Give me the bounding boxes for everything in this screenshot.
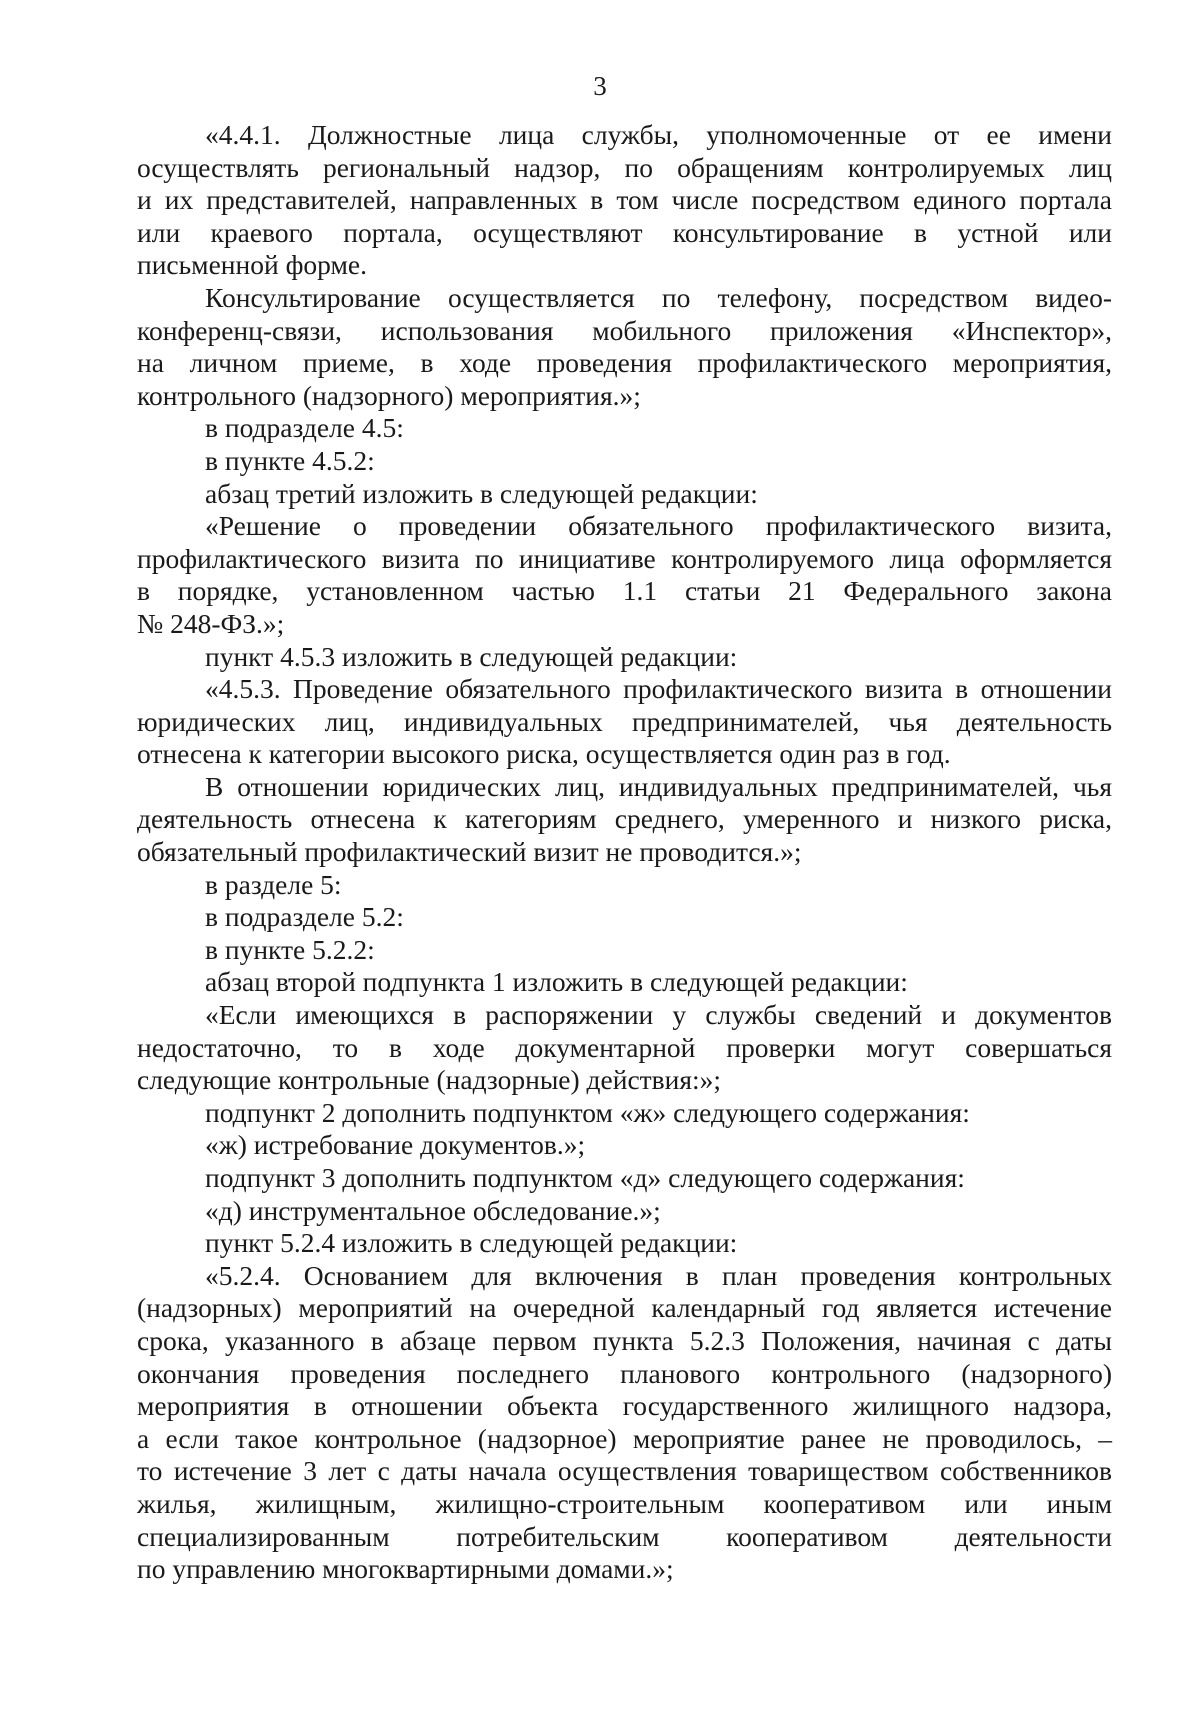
text-line: Консультирование осуществляется по телефону, посредством видео- [205, 281, 1112, 313]
text-line: недостаточно, то в ходе документарной проверки могут совершаться [137, 1031, 1112, 1063]
text-line: «Решение о проведении обязательного профилактического визита, [205, 510, 1112, 542]
text-line: пункт 4.5.3 изложить в следующей редакции: [205, 640, 738, 672]
text-line: и их представителей, направленных в том числе посредством единого портала [137, 184, 1112, 216]
text-line: мероприятия в отношении объекта государственного жилищного надзора, [137, 1390, 1112, 1422]
text-line: в подразделе 5.2: [205, 901, 404, 933]
text-line: абзац третий изложить в следующей редакции: [205, 477, 758, 509]
text-line: деятельность отнесена к категориям среднего, умеренного и низкого риска, [137, 803, 1112, 835]
text-line: обязательный профилактический визит не проводится.»; [137, 836, 802, 868]
text-line: то истечение 3 лет с даты начала осуществления товариществом собственников [137, 1455, 1112, 1487]
text-line: № 248-ФЗ.»; [137, 607, 285, 639]
text-line: конференц-связи, использования мобильного приложения «Инспектор», [137, 314, 1112, 346]
text-line: жилья, жилищным, жилищно-строительным кооперативом или иным [137, 1487, 1112, 1519]
text-line: «4.4.1. Должностные лица службы, уполномоченные от ее имени [205, 119, 1112, 150]
text-line: «5.2.4. Основанием для включения в план проведения контрольных [205, 1259, 1112, 1291]
text-line: в подразделе 4.5: [205, 412, 404, 444]
text-line: юридических лиц, индивидуальных предпринимателей, чья деятельность [137, 705, 1112, 737]
text-line: окончания проведения последнего планового контрольного (надзорного) [137, 1357, 1112, 1389]
text-line: В отношении юридических лиц, индивидуальных предпринимателей, чья [205, 770, 1112, 802]
text-line: в разделе 5: [205, 868, 342, 900]
text-line: по управлению многоквартирными домами.»; [137, 1553, 674, 1585]
text-line: а если такое контрольное (надзорное) мероприятие ранее не проводилось, – [137, 1422, 1112, 1454]
text-line: специализированным потребительским кооперативом деятельности [137, 1520, 1112, 1552]
text-line: в порядке, установленном частью 1.1 статьи 21 Федерального закона [137, 575, 1112, 607]
text-line: в пункте 4.5.2: [205, 444, 375, 476]
text-line: осуществлять региональный надзор, по обращениям контролируемых лиц [137, 151, 1112, 183]
text-line: в пункте 5.2.2: [205, 933, 375, 965]
page-number: 3 [593, 71, 607, 101]
text-line: контрольного (надзорного) мероприятия.»; [137, 379, 641, 411]
text-line: на личном приеме, в ходе проведения профилактического мероприятия, [137, 347, 1112, 379]
text-line: абзац второй подпункта 1 изложить в следующей редакции: [205, 966, 908, 998]
text-line: профилактического визита по инициативе контролируемого лица оформляется [137, 542, 1112, 574]
text-line: или краевого портала, осуществляют консультирование в устной или [137, 216, 1112, 248]
text-line: «ж) истребование документов.»; [205, 1129, 586, 1161]
text-line: «д) инструментальное обследование.»; [205, 1194, 661, 1226]
text-line: «4.5.3. Проведение обязательного профилактического визита в отношении [205, 673, 1112, 705]
text-line: отнесена к категории высокого риска, осуществляется один раз в год. [137, 738, 951, 770]
text-line: письменной форме. [137, 249, 367, 281]
text-line: следующие контрольные (надзорные) действия:»; [137, 1064, 722, 1096]
text-line: (надзорных) мероприятий на очередной календарный год является истечение [137, 1292, 1112, 1324]
document-body [137, 119, 1112, 1586]
text-line: срока, указанного в абзаце первом пункта 5.2.3 Положения, начиная с даты [137, 1324, 1112, 1356]
text-line: подпункт 3 дополнить подпунктом «д» следующего содержания: [205, 1162, 965, 1193]
text-line: подпункт 2 дополнить подпунктом «ж» следующего содержания: [205, 1096, 970, 1128]
text-line: пункт 5.2.4 изложить в следующей редакции: [205, 1227, 738, 1259]
text-line: «Если имеющихся в распоряжении у службы сведений и документов [205, 999, 1112, 1031]
